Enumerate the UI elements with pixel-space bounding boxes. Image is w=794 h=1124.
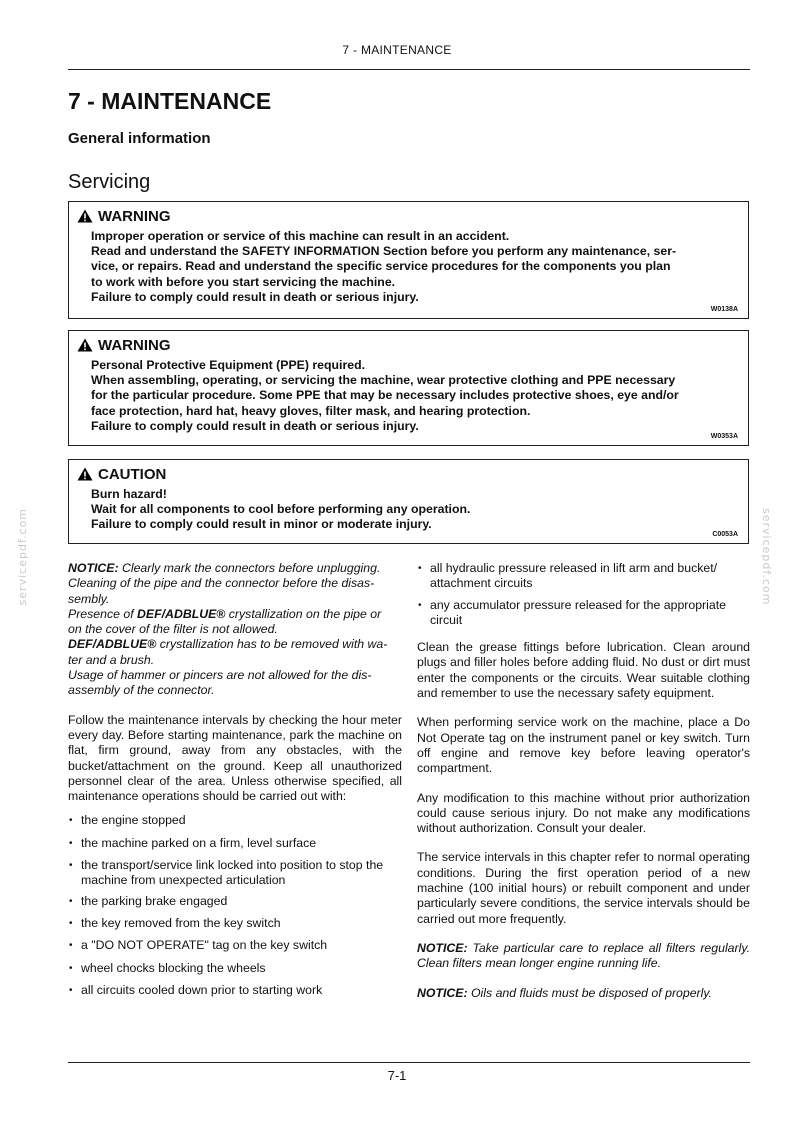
box-line: for the particular procedure. Some PPE that may be necessary includes protective shoes, eye and/or — [91, 388, 679, 403]
header-rule — [68, 69, 750, 70]
notice-text: Take particular care to replace all filters regularly. Clean filters mean longer engine running life. — [417, 940, 750, 971]
box-line: Failure to comply could result in death or serious injury. — [91, 418, 419, 433]
notice-text: on the cover of the filter is not allowed. — [68, 622, 278, 637]
maintenance-intro: Follow the maintenance intervals by checking the hour meter every day. Before starting maintenance, park the machine on flat, firm ground, away from any obstacles, with the bucket/attachment on the ground. Keep all unauthorized personnel clear of the area. Unless otherwise specified, all maintenance operations should be carried out with: — [68, 712, 402, 804]
paragraph-do-not-operate: When performing service work on the machine, place a Do Not Operate tag on the instrument panel or key switch. Turn off engine and remove key before leaving operator's compartment. — [417, 715, 750, 776]
box-line: to work with before you start servicing the machine. — [91, 274, 396, 289]
notice-block — [68, 561, 402, 699]
list-item: • a "DO NOT OPERATE" tag on the key switch — [68, 938, 402, 953]
paragraph-modification: Any modification to this machine without prior authorization could cause serious injury. Do not make any modifications without authorization. Consult your dealer. — [417, 790, 750, 836]
notice-label: NOTICE: — [417, 985, 468, 1000]
list-item: • the machine parked on a firm, level surface — [68, 836, 402, 851]
notice-text: Cleaning of the pipe and the connector before the disas- — [68, 576, 375, 591]
notice-disposal — [417, 986, 750, 1001]
notice-text: assembly of the connector. — [68, 683, 215, 698]
list-item: • wheel chocks blocking the wheels — [68, 961, 402, 976]
list-item: • all circuits cooled down prior to starting work — [68, 983, 402, 998]
box-body — [91, 358, 731, 434]
notice-text: sembly. — [68, 591, 110, 606]
sub-title: Servicing — [68, 171, 151, 193]
box-code: W0353A — [710, 433, 738, 440]
notice-text: Oils and fluids must be disposed of properly. — [467, 985, 713, 1000]
notice-text: Usage of hammer or pincers are not allowed for the dis- — [68, 668, 372, 683]
list-item: • any accumulator pressure released for the appropriate circuit — [417, 598, 750, 629]
notice-filters — [417, 941, 750, 972]
warning-box-2 — [68, 330, 749, 446]
watermark-left: servicepdf.com — [16, 508, 29, 606]
box-body — [91, 229, 731, 305]
left-column — [68, 561, 402, 998]
notice-text: Presence of — [68, 606, 138, 621]
box-body — [91, 487, 731, 533]
notice-text: crystallization has to be removed with wa- — [156, 637, 388, 652]
box-line: Read and understand the SAFETY INFORMATION Section before you perform any maintenance, ser- — [91, 244, 677, 259]
box-label: CAUTION — [98, 465, 167, 483]
box-line: Burn hazard! — [91, 487, 167, 501]
caution-box — [68, 459, 749, 544]
box-line: Personal Protective Equipment (PPE) required. — [91, 358, 366, 372]
notice-text: Clearly mark the connectors before unplugging. — [118, 561, 381, 575]
footer-rule — [68, 1062, 750, 1063]
box-code: W0138A — [710, 306, 738, 313]
pressure-list — [417, 561, 750, 628]
list-item: • the key removed from the key switch — [68, 916, 402, 931]
list-item: • the parking brake engaged — [68, 894, 402, 909]
conditions-list — [68, 813, 402, 998]
running-header: 7 - MAINTENANCE — [342, 43, 452, 57]
paragraph-lubrication: Clean the grease fittings before lubrication. Clean around plugs and filler holes before adding fluid. No dust or dirt must enter the components or the circuits. Wear suitable clothing and remember to use the necessary safety equipment. — [417, 640, 750, 701]
chapter-title: 7 - MAINTENANCE — [68, 88, 272, 114]
page-number: 7-1 — [387, 1068, 407, 1083]
list-item: • the engine stopped — [68, 813, 402, 828]
section-title: General information — [68, 130, 211, 147]
notice-text: ter and a brush. — [68, 652, 155, 667]
box-line: face protection, hard hat, heavy gloves, filter mask, and hearing protection. — [91, 403, 531, 418]
notice-text: crystallization on the pipe or — [225, 606, 382, 621]
list-item: • the transport/service link locked into position to stop the machine from unexpected articulation — [68, 858, 402, 889]
box-line: vice, or repairs. Read and understand the specific service procedures for the components you plan — [91, 259, 671, 274]
notice-label: NOTICE: — [417, 940, 468, 955]
warning-triangle-icon — [77, 338, 93, 352]
box-line: Failure to comply could result in death or serious injury. — [91, 289, 419, 304]
def-adblue-label: DEF/ADBLUE® — [137, 606, 226, 621]
watermark-right: servicepdf.com — [760, 508, 773, 606]
def-adblue-label: DEF/ADBLUE® — [68, 637, 157, 652]
paragraph-service-intervals: The service intervals in this chapter refer to normal operating conditions. During the first operation period of a new machine (100 initial hours) or rebuilt component and under particularly severe conditions, the service intervals should be carried out more frequently. — [417, 850, 750, 926]
box-label: WARNING — [98, 336, 171, 354]
box-line: Failure to comply could result in minor or moderate injury. — [91, 517, 432, 532]
right-column — [417, 561, 750, 1001]
box-label: WARNING — [98, 207, 171, 225]
warning-triangle-icon — [77, 209, 93, 223]
box-line: Wait for all components to cool before performing any operation. — [91, 502, 471, 517]
box-code: C0053A — [712, 531, 738, 538]
notice-label: NOTICE: — [68, 561, 119, 575]
box-line: When assembling, operating, or servicing the machine, wear protective clothing and PPE necessary — [91, 373, 676, 388]
box-line: Improper operation or service of this machine can result in an accident. — [91, 229, 510, 243]
caution-triangle-icon — [77, 467, 93, 481]
list-item: • all hydraulic pressure released in lift arm and bucket/ attachment circuits — [417, 561, 750, 592]
warning-box-1 — [68, 201, 749, 319]
